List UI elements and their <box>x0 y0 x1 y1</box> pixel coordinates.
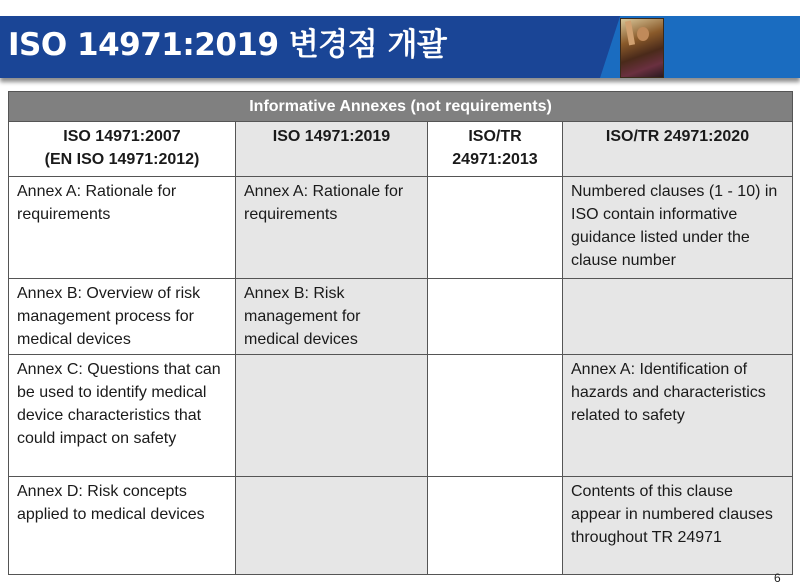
table-cell <box>428 177 563 279</box>
table-cell <box>428 477 563 575</box>
column-header-line: ISO 14971:2019 <box>272 128 391 145</box>
annex-comparison-table <box>8 91 793 575</box>
column-header-row <box>9 122 793 177</box>
table-cell <box>428 279 563 355</box>
table-cell: Numbered clauses (1 - 10) in ISO contain informative guidance listed under the clause number <box>563 177 793 279</box>
table-cell: Annex A: Identification of hazards and characteristics related to safety <box>563 355 793 477</box>
table-cell: Annex B: Overview of risk management process for medical devices <box>9 279 236 355</box>
column-header-line: ISO 14971:2007 <box>63 128 181 145</box>
column-header-iso-14971-2019 <box>236 122 428 177</box>
table-row <box>9 177 793 279</box>
title-bar <box>0 16 800 78</box>
portrait-image <box>620 18 664 78</box>
column-header-line: ISO/TR <box>468 128 522 145</box>
table-cell: Annex D: Risk concepts applied to medical devices <box>9 477 236 575</box>
table-cell <box>236 477 428 575</box>
table-banner: Informative Annexes (not requirements) <box>9 92 793 122</box>
slide-title: ISO 14971:2019 변경점 개괄 <box>8 27 447 63</box>
table-cell: Annex A: Rationale for requirements <box>9 177 236 279</box>
page-number: 6 <box>774 571 781 585</box>
column-header-iso-14971-2007 <box>9 122 236 177</box>
table-row <box>9 355 793 477</box>
column-header-line: ISO/TR 24971:2020 <box>605 128 750 145</box>
column-header-line: 24971:2013 <box>452 151 538 168</box>
table-cell: Contents of this clause appear in numbered clauses throughout TR 24971 <box>563 477 793 575</box>
portrait-face <box>637 27 649 41</box>
column-header-iso-tr-24971-2013 <box>428 122 563 177</box>
table-cell: Annex C: Questions that can be used to identify medical device characteristics that could impact on safety <box>9 355 236 477</box>
table-cell: Annex A: Rationale for requirements <box>236 177 428 279</box>
column-header-line: (EN ISO 14971:2012) <box>44 151 200 168</box>
table-cell <box>428 355 563 477</box>
table-cell <box>563 279 793 355</box>
banner-row <box>9 92 793 122</box>
table-row <box>9 279 793 355</box>
column-header-iso-tr-24971-2020 <box>563 122 793 177</box>
table-row <box>9 477 793 575</box>
table-cell <box>236 355 428 477</box>
table-cell: Annex B: Risk management for medical devices <box>236 279 428 355</box>
portrait-arm <box>625 21 635 46</box>
